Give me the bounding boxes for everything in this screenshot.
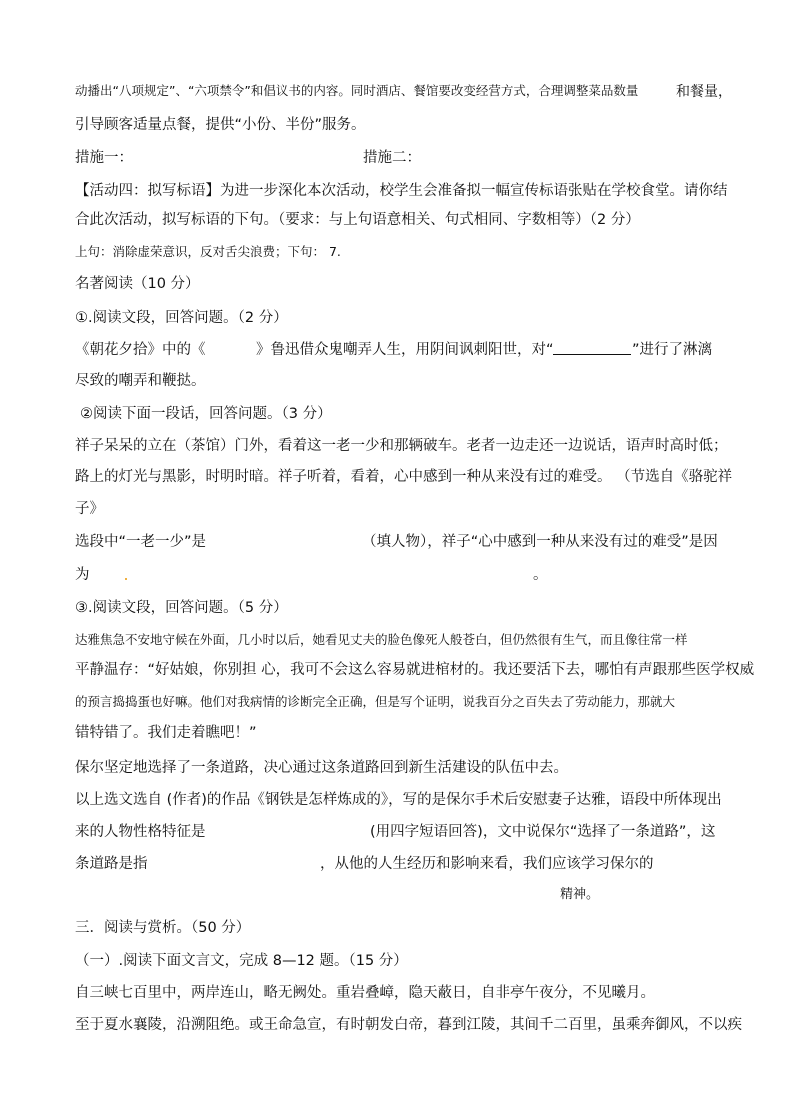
text-segment: 》鲁迅借众鬼嘲弄人生，用阴间讽刺阳世，对“ [256,342,554,358]
text-line: 路上的灯光与黑影，时明时暗。祥子听着，看着，心中感到一种从来没有过的难受。 （节选自《骆驼祥 [75,469,733,485]
text-segment: 选段中“一老一少”是 [75,534,207,550]
stray-mark [125,578,127,580]
question-heading: （一）.阅读下面文言文，完成 8—12 题。（15 分） [75,953,408,969]
text-segment: 《朝花夕拾》中的《 [75,342,206,358]
text-line [75,81,638,101]
section-heading: 三．阅读与赏析。（50 分） [75,920,251,936]
text-segment: 来的人物性格特征是 [75,824,206,840]
text-line: 合此次活动，拟写标语的下句。（要求：与上句语意相关、句式相同、字数相等）（2 分） [75,212,640,228]
question-heading: ③.阅读文段，回答问题。（5 分） [75,600,288,616]
text-segment: (用四字短语回答)，文中说保尔“选择了一条道路”，这 [370,824,716,840]
text-segment: （填人物），祥子“心中感到一种从来没有过的难受”是因 [362,534,718,550]
text-line: 的预言捣捣蛋也好嘛。他们对我病情的诊断完全正确，但是写个证明，说我百分之百失去了劳动能力，那就大 [75,694,676,709]
text-segment: 动播出“八项规定”、“六项禁令”和倡议书的内容。同时酒店、餐馆要改变经营方式，合理调整菜品数量 [75,83,639,98]
text-segment: 为 [75,567,90,583]
text-line: 达雅焦急不安地守候在外面，几小时以后，她看见丈夫的脸色像死人般苍白，但仍然很有生气，而且像往常一样 [75,632,688,647]
text-line [75,340,206,360]
text-segment: 条道路是指 [75,856,148,872]
text-line: 上句：消除虚荣意识，反对舌尖浪费；下句： 7. [75,244,341,259]
answer-blank[interactable] [553,340,631,355]
text-line: 祥子呆呆的立在（茶馆）门外，看着这一老一少和那辆破车。老者一边走还一边说话，语声时高时低； [75,438,728,454]
text-line: 至于夏水襄陵，沿溯阻绝。或王命急宣，有时朝发白帝，暮到江陵，其间千二百里，虽乘奔御风，不以疾 [75,1017,742,1033]
question-heading: ②阅读下面一段话，回答问题。（3 分） [80,406,332,422]
measure-one-label: 措施一： [75,150,133,166]
question-heading: ①.阅读文段，回答问题。（2 分） [75,310,288,326]
text-line: 引导顾客适量点餐，提供“小份、半份”服务。 [75,117,366,133]
text-line: 保尔坚定地选择了一条道路，决心通过这条道路回到新生活建设的队伍中去。 [75,760,568,776]
text-segment: 精神。 [560,887,600,902]
text-segment: 和餐量， [676,84,732,100]
text-segment: 。 [533,567,548,583]
text-line: 平静温存：“好姑娘，你别担 心，我可不会这么容易就进棺材的。我还要活下去，哪怕有声跟那些医学权威 [75,662,755,678]
measure-two-label: 措施二： [363,150,421,166]
text-line: 尽致的嘲弄和鞭挞。 [75,373,206,389]
text-line: 子》 [75,501,104,517]
text-line: 自三峡七百里中，两岸连山，略无阙处。重岩叠嶂，隐天蔽日，自非亭午夜分，不见曦月。 [75,985,655,1001]
text-segment: ，从他的人生经历和影响来看，我们应该学习保尔的 [320,856,654,872]
text-line: 错特错了。我们走着瞧吧！” [75,725,257,741]
text-line: 以上选文选自 (作者)的作品《钢铁是怎样炼成的》，写的是保尔手术后安慰妻子达雅，语段中所体现出 [75,792,722,808]
section-heading: 名著阅读（10 分） [75,276,200,292]
text-line: 【活动四：拟写标语】为进一步深化本次活动，校学生会准备拟一幅宣传标语张贴在学校食堂。请你结 [75,183,728,199]
text-segment: ”进行了淋漓 [632,342,713,358]
